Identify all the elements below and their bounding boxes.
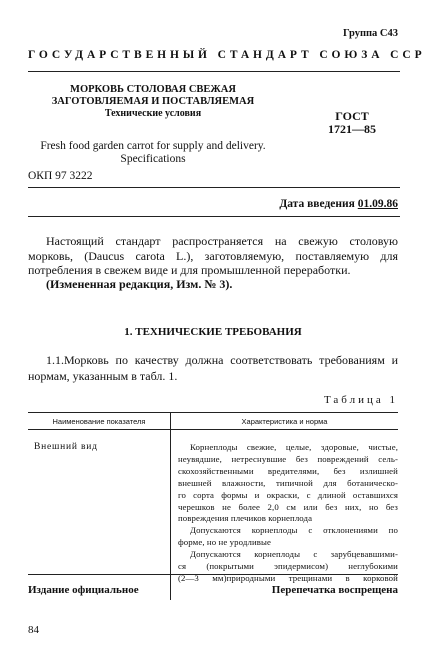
intro-date (279, 198, 398, 210)
title-en-line2: Specifications (120, 153, 186, 165)
gost-label: ГОСТ (335, 109, 369, 123)
title-ru-line2: ЗАГОТОВЛЯЕМАЯ И ПОСТАВЛЯЕМАЯ (51, 96, 255, 107)
table-caption: Таблица 1 (323, 394, 398, 406)
title-ru (28, 84, 278, 120)
standard-banner: ГОСУДАРСТВЕННЫЙ СТАНДАРТ СОЮЗА ССР (28, 49, 426, 61)
footer-divider (28, 574, 398, 575)
amendment-note: (Измененная редакция, Изм. № 3). (46, 277, 233, 291)
edition-label: Издание официальное (28, 584, 139, 596)
date-divider (28, 216, 400, 217)
norm-line: черешков не более 2,0 см или без них, но без (178, 501, 398, 512)
okp-divider (28, 187, 400, 188)
norm-line: Допускаются корнеплоды с зарубцевавшими- (190, 549, 398, 560)
norm-line: (2—3 мм)природными трещинами в корковой (178, 572, 398, 583)
banner-divider (28, 71, 400, 72)
norm-line: повреждения плечиков корнеплода (178, 513, 313, 524)
table-header-row (28, 413, 398, 430)
norm-line: Допускаются корнеплоды с отклонениями по (190, 525, 398, 536)
group-code: Группа С43 (342, 28, 398, 39)
intro-date-value: 01.09.86 (357, 198, 398, 210)
norm-line: форме, но не уродливые (178, 537, 272, 548)
gost-designation (322, 110, 382, 136)
title-en-line1: Fresh food garden carrot for supply and delivery. (40, 140, 266, 152)
section-title: 1. ТЕХНИЧЕСКИЕ ТРЕБОВАНИЯ (124, 326, 302, 338)
gost-number: 1721—85 (328, 122, 376, 136)
title-en (28, 140, 278, 166)
page-number: 84 (28, 624, 39, 636)
okp-code: ОКП 97 3222 (28, 170, 93, 182)
table-cell-indicator: Внешний вид (28, 430, 171, 601)
requirement-paragraph: 1.1.Морковь по качеству должна соответствовать требованиям и нормам, указанным в табл. 1. (28, 353, 398, 383)
table-header-indicator: Наименование показателя (28, 413, 171, 430)
norm-line: скохозяйственными вредителями, без излишней (178, 465, 398, 476)
norm-line: неувядшие, нетреснувшие без повреждений сель- (178, 453, 398, 464)
requirements-table (28, 412, 398, 600)
title-ru-subtitle: Технические условия (104, 108, 202, 119)
intro-date-label: Дата введения (279, 198, 355, 210)
scope-paragraph: Настоящий стандарт распространяется на свежую столовую морковь, (Daucus carota L.), заготовляемую, поставляемую для потребления в свежем виде и для промышленной переработки. (28, 234, 398, 277)
norm-line: Корнеплоды свежие, целые, здоровые, чистые, (190, 442, 398, 452)
title-ru-line1: МОРКОВЬ СТОЛОВАЯ СВЕЖАЯ (70, 84, 236, 95)
table-header-norm: Характеристика и норма (171, 413, 399, 430)
norm-line: внешней влажности, типичной для ботаническо- (178, 477, 398, 488)
norm-line: ся (покрытыми эпидермисом) неглубокими (178, 561, 398, 572)
norm-line: го сорта формы и окраски, с длиной оставшихся (178, 489, 398, 500)
reprint-notice: Перепечатка воспрещена (271, 584, 398, 596)
